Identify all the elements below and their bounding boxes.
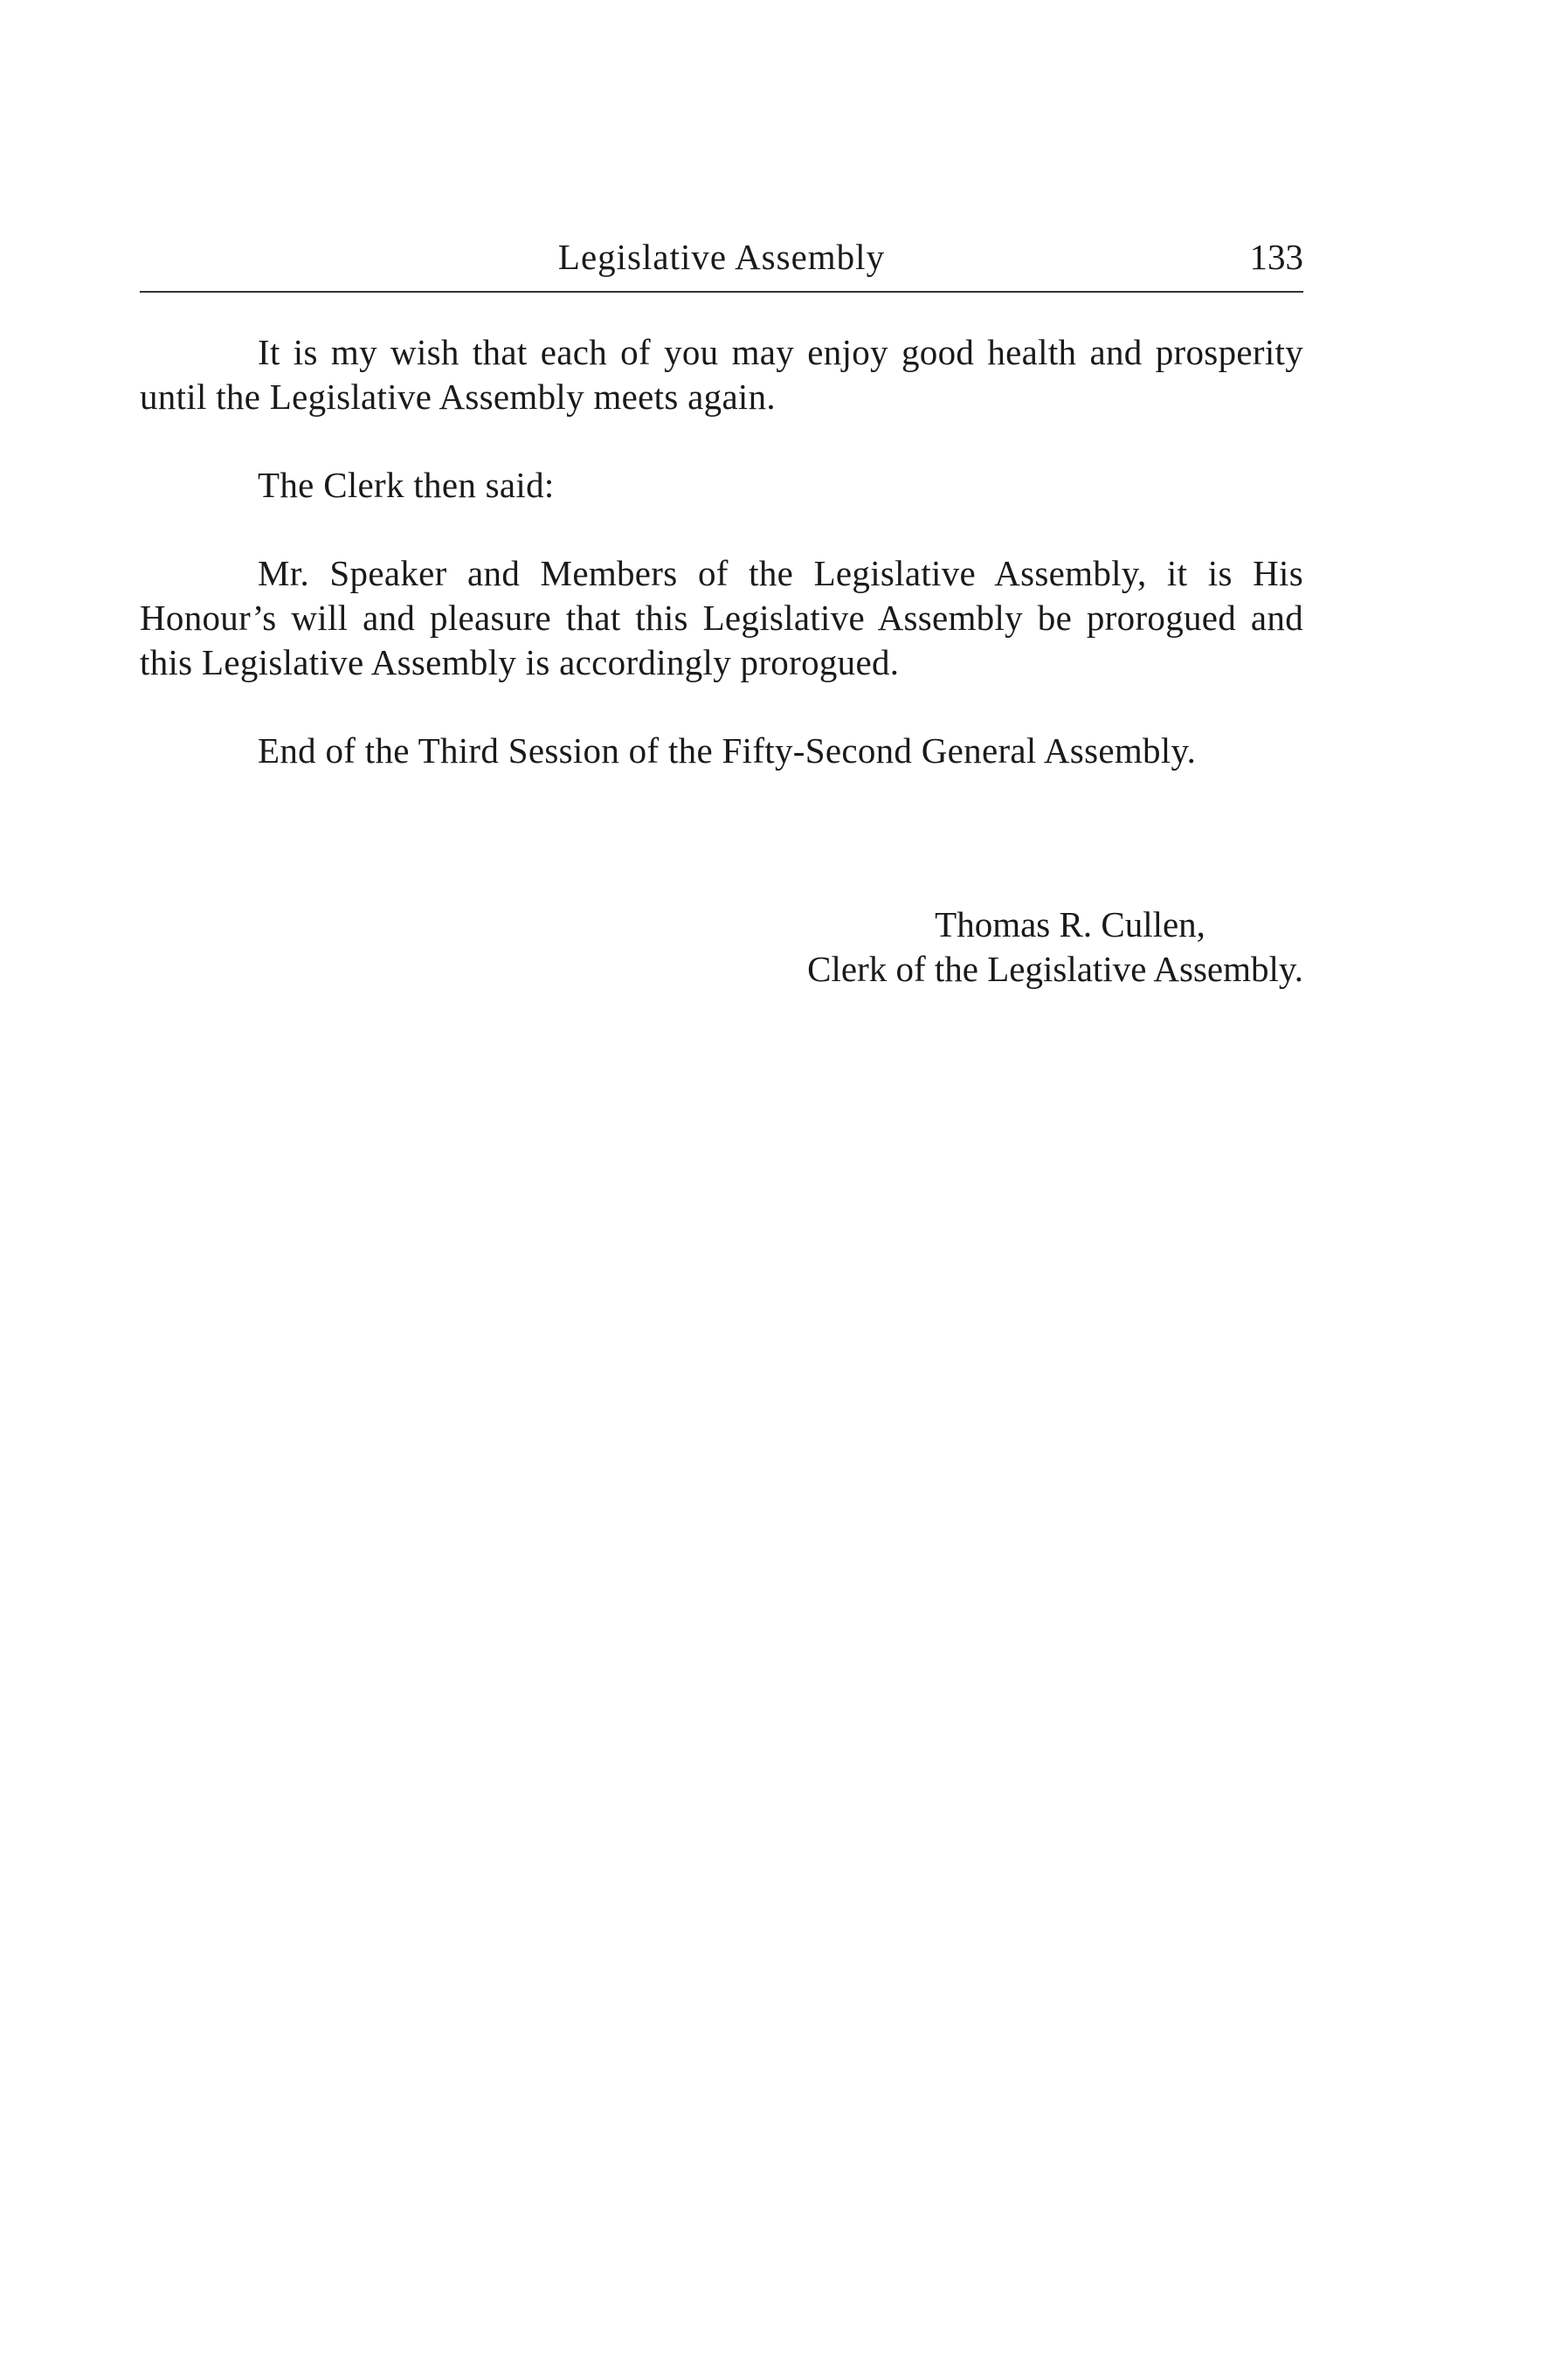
page-number: 133 (1249, 237, 1303, 277)
running-title: Legislative Assembly (557, 237, 886, 277)
signatory-title: Clerk of the Legislative Assembly. (807, 949, 1303, 989)
body-text (140, 330, 1303, 817)
header-rule (140, 291, 1303, 293)
signatory-name: Thomas R. Cullen, (935, 904, 1205, 944)
running-header (140, 234, 1303, 280)
signature-block (807, 902, 1303, 992)
paragraph-prorogation: Mr. Speaker and Members of the Legislative Assembly, it is His Honour’s will and pleasure that this Legislative Assembly be prorogued and this Legislative Assembly is accordingly prorogued. (140, 553, 1303, 682)
paragraph-end-of-session: End of the Third Session of the Fifty-Second General Assembly. (258, 730, 1197, 771)
paragraph-wish: It is my wish that each of you may enjoy good health and prosperity until the Legislative Assembly meets again. (140, 332, 1303, 417)
paragraph-clerk-said: The Clerk then said: (258, 465, 555, 505)
